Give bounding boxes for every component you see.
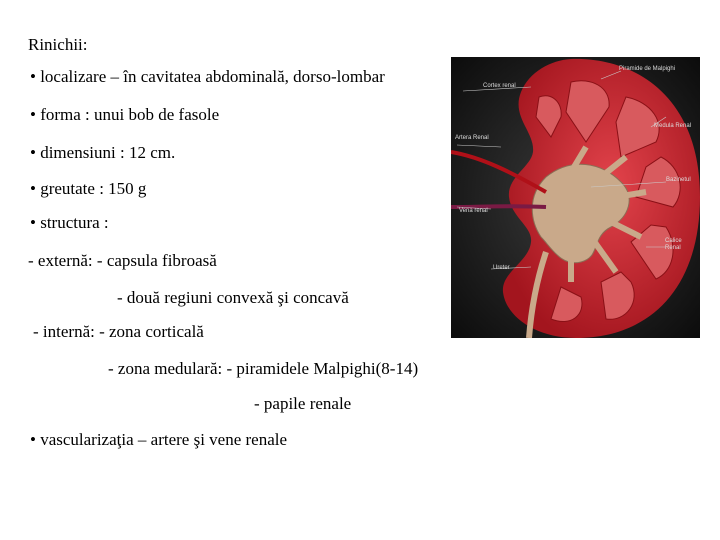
label-cortex: Cortex renal	[483, 83, 516, 89]
label-calice-1: Calice	[665, 238, 682, 244]
line-zona-medulara: - zona medulară: - piramidele Malpighi(8-14)	[108, 359, 419, 378]
bullet-dimensiuni: • dimensiuni : 12 cm.	[30, 143, 176, 162]
label-piramide: Piramide de Malpighi	[619, 66, 676, 72]
label-medula: Medula Renal	[654, 123, 692, 129]
bullet-structura: • structura :	[30, 213, 109, 232]
label-bazinet: Bazinetul	[666, 177, 691, 183]
kidney-illustration	[451, 57, 700, 338]
bullet-localizare: • localizare – în cavitatea abdominală, dorso-lombar	[30, 67, 385, 86]
line-papile: - papile renale	[254, 394, 352, 413]
bullet-greutate: • greutate : 150 g	[30, 179, 147, 198]
label-ureter: Ureter	[493, 265, 510, 271]
label-vena: Vena renal	[459, 208, 488, 214]
bullet-vascularizatia: • vascularizaţia – artere şi vene renale	[30, 430, 288, 449]
line-interna: - internă: - zona corticală	[33, 322, 204, 341]
bullet-forma: • forma : unui bob de fasole	[30, 105, 220, 124]
renal-vein	[451, 206, 546, 207]
line-regiuni: - două regiuni convexă şi concavă	[117, 288, 349, 307]
kidney-svg	[451, 57, 700, 338]
line-externa: - externă: - capsula fibroasă	[28, 251, 217, 270]
slide-title: Rinichii:	[28, 35, 88, 54]
label-artera: Artera Renal	[455, 135, 489, 141]
label-calice-2: Renal	[665, 245, 681, 251]
